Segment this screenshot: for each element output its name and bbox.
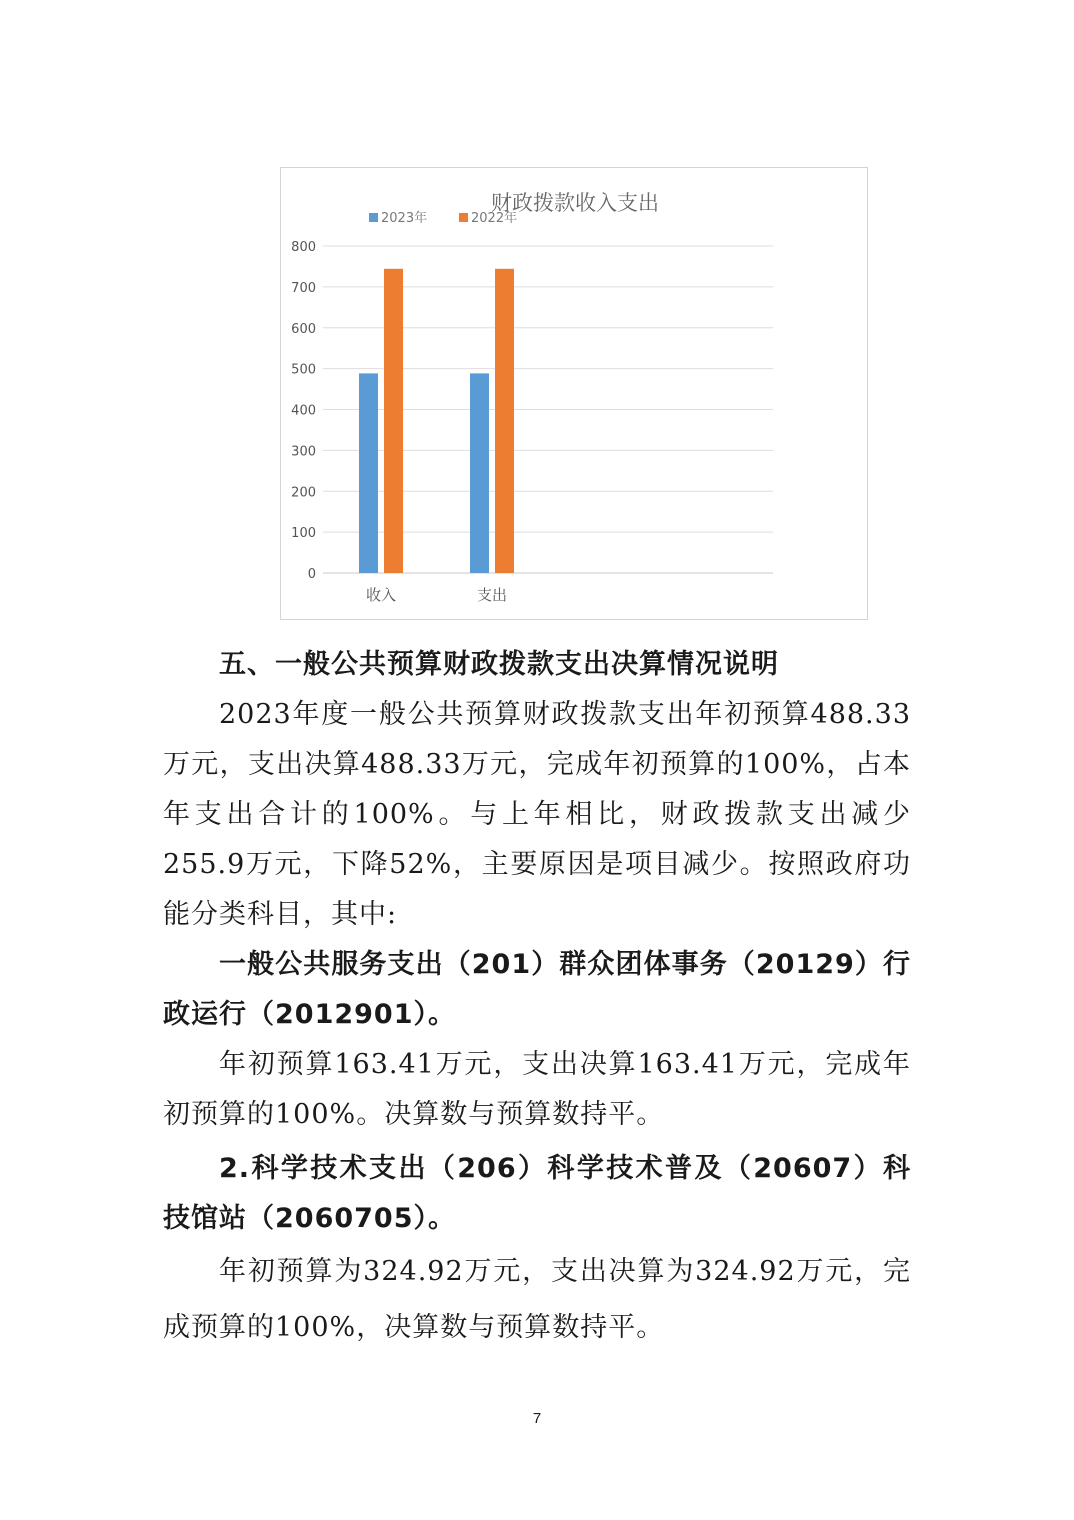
x-tick-label-0: 收入 [365, 586, 397, 604]
document-body [163, 640, 911, 1356]
legend-swatch-1 [459, 213, 468, 222]
y-tick-label-4: 400 [291, 403, 316, 419]
bar-1-0 [470, 373, 489, 573]
y-tick-label-0: 0 [307, 567, 316, 582]
bar-0-0 [359, 373, 378, 573]
bar-0-1 [384, 269, 403, 573]
legend-label-0: 2023年 [381, 211, 428, 226]
item2-heading: 2.科学技术支出（206）科学技术普及（20607）科技馆站（2060705）。 [163, 1153, 911, 1234]
y-tick-label-7: 700 [291, 280, 316, 296]
x-tick-label-1: 支出 [476, 586, 508, 604]
item1-heading: 一般公共服务支出（201）群众团体事务（20129）行政运行（2012901）。 [163, 949, 911, 1030]
section-heading: 五、一般公共预算财政拨款支出决算情况说明 [219, 649, 779, 680]
item1-body: 年初预算163.41万元，支出决算163.41万元，完成年初预算的100%。决算数与预算数持平。 [163, 1049, 911, 1130]
y-tick-label-2: 200 [291, 485, 316, 501]
y-tick-label-1: 100 [291, 526, 316, 542]
page-number: 7 [532, 1410, 542, 1427]
legend-label-1: 2022年 [471, 211, 518, 226]
y-tick-label-3: 300 [291, 444, 316, 460]
y-tick-label-8: 800 [291, 240, 316, 255]
legend-swatch-0 [369, 213, 378, 222]
bar-chart [281, 168, 869, 621]
intro-paragraph: 2023年度一般公共预算财政拨款支出年初预算488.33万元，支出决算488.33万元，完成年初预算的100%，占本年支出合计的100%。与上年相比，财政拨款支出减少255.9万元，下降52%，主要原因是项目减少。按照政府功能分类科目，其中: [163, 699, 911, 930]
chart-frame [280, 167, 868, 620]
y-tick-label-5: 500 [291, 362, 316, 378]
chart-title: 财政拨款收入支出 [491, 191, 659, 215]
y-tick-label-6: 600 [291, 321, 316, 337]
bar-1-1 [495, 269, 514, 573]
item2-body: 年初预算为324.92万元，支出决算为324.92万元，完成预算的100%，决算数与预算数持平。 [163, 1256, 911, 1343]
